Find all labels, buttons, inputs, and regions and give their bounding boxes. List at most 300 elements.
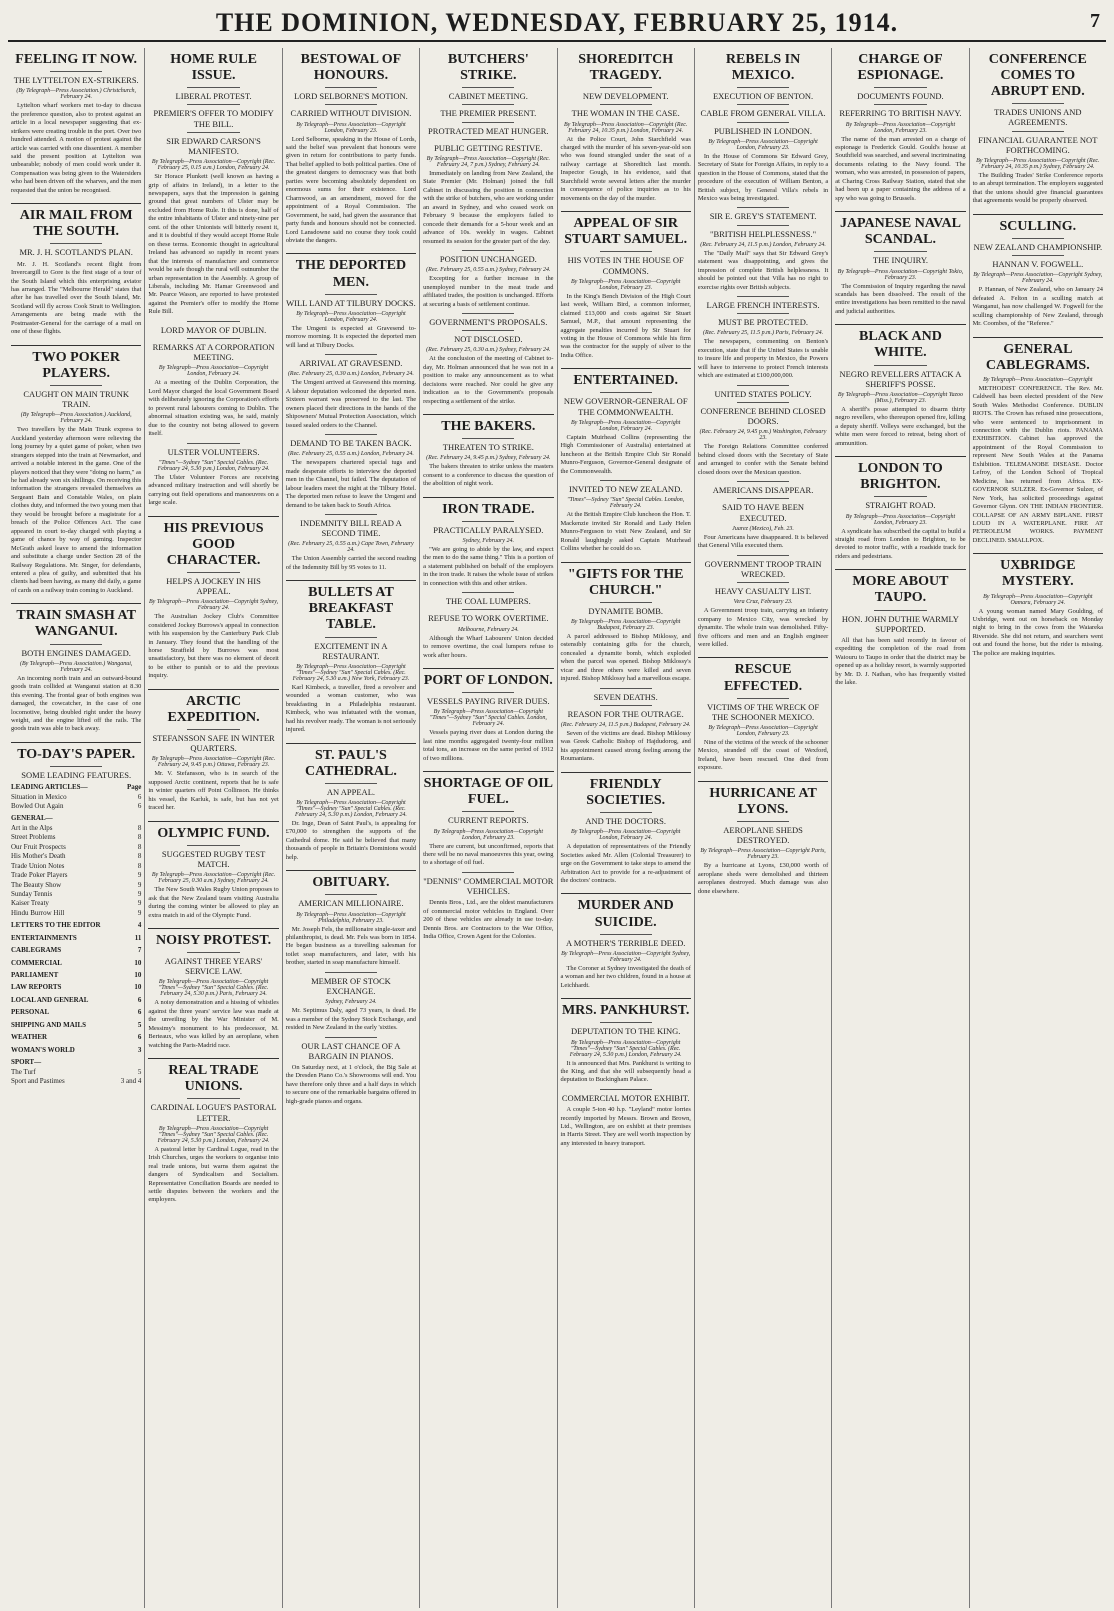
news-column — [970, 48, 1106, 1608]
contents-page: 8 — [137, 842, 142, 851]
article-body: Lord Selborne, speaking in the House of Lords, said the belief was prevalent that honours were given in return for contributions to party funds. That belief applied to both political parties. One of the greatest dangers to democracy was that both parties were becoming absolutely dependent on enormous sums for their existence. Lord Charnwood, as an amendment, moved for the appointment of a Royal Commission. The Government, he said, had given the assurance that party funds and honours should not be connected. Lord Lansdowne said no course they took could obviate the dangers. — [285, 135, 417, 244]
article-dateline: By Telegraph—Press Association—Copyright "Times"—Sydney "Sun" Special Cables. (Rec. February 24, 5.30 p.m.) London, February 24. — [157, 1125, 270, 1144]
contents-row — [11, 971, 141, 980]
article — [423, 771, 553, 868]
article-subheading: AGAINST THREE YEARS' SERVICE LAW. — [148, 952, 278, 976]
contents-label: SPORT— — [11, 1058, 42, 1067]
article — [698, 781, 828, 896]
article-dateline: (Rec. February 25, 0.55 a.m.) Sydney, February 24. — [426, 267, 551, 274]
article — [286, 972, 416, 1033]
article — [835, 456, 965, 561]
article — [11, 52, 141, 195]
contents-page: 9 — [137, 889, 142, 898]
article-body: The Umgeni is expected at Gravesend to-morrow morning. It is expected the deported men will land at Tilbury Docks. — [285, 324, 417, 349]
article-subheading: UNITED STATES POLICY. — [698, 385, 828, 399]
article — [148, 821, 278, 920]
article-body: The newspapers, commenting on Benton's execution, state that if the United States is unable to insure life and property in Mexico, the Powers will have to intervene to protect French interests which are estimated at £100,000,000. — [697, 338, 829, 380]
article — [286, 1037, 416, 1107]
article-dateline: By Telegraph—Press Association—Copyright (Rec. February 25, 0.15 a.m.) London, February 24. — [151, 159, 276, 172]
article-body: Four Americans have disappeared. It is believed that General Villa executed them. — [697, 533, 829, 550]
news-column — [695, 48, 832, 1608]
article-subheading: PUBLISHED IN LONDON. — [698, 122, 828, 136]
news-column — [832, 48, 969, 1608]
news-column — [283, 48, 420, 1608]
article-subheading: HIS VOTES IN THE HOUSE OF COMMONS. — [561, 251, 691, 275]
article-body: The name of the man arrested on a charge of espionage is Frederick Gould. Gould's house at Southfield was searched, and several incriminating documents relating to the Navy found. The woman, who was arrested, in possession of papers, at Charing Cross Railway Station, stated that she had been up a paper containing the address of a spy who was going to Brussels. — [835, 135, 966, 202]
article-headline: REAL TRADE UNIONS. — [148, 1058, 278, 1095]
article-body: A deputation of representatives of the Friendly Societies asked Mr. Allen (Colonial Treasurer) to urge on the Government to take steps to amend the Arbitration Act to provide for a re-adjustment of the doctors' contracts. — [560, 843, 691, 885]
article — [561, 1089, 691, 1148]
article — [11, 603, 141, 734]
contents-row — [11, 1033, 141, 1042]
article-subheading: LORD MAYOR OF DUBLIN. — [148, 321, 278, 335]
article-dateline: (Rec. February 25, 11.5 p.m.) Paris, February 24. — [702, 330, 824, 337]
article-subheading: OUR LAST CHANCE OF A BARGAIN IN PIANOS. — [286, 1037, 416, 1061]
article-subheading: GOVERNMENT'S PROPOSALS. — [423, 313, 553, 327]
article-headline: BESTOWAL OF HONOURS. — [300, 52, 402, 84]
article-body: Vessels paying river dues at London during the last nine months aggregated twenty-four million total tons, an increase on the same period of 1912 of two millions. — [423, 729, 554, 762]
article — [423, 52, 553, 246]
article-body: Sir Horace Plunkett (well known as having a grip of affairs in Ireland), in a letter to the newspapers, says that the impression is gaining ground that great numbers of Ulster may be excluded from Home Rule. It this is done, half of the entire inhabitants of Ulster and ninety-nine per cent. of the other Unionists will bitterly resent it, and it is doubtful if they would accept Home Rule on these terms. Economic thought in agricultural Ireland has advanced so rapidly in recent years that the interests of manufacture and commerce would be safe though the rural will outnumber the urban representation in the Assembly. A group of Liberals, including Mr. Hamar Greenwood and Mr. Pearce Wason, are reported to have protested against the Premier's offer to modify the Home Rule Bill. — [148, 173, 279, 316]
article-headline: HURRICANE AT LYONS. — [698, 781, 828, 818]
article-dateline: By Telegraph—Press Association—Copyright "Times"—Sydney "Sun" Special Cables. London, February 24. — [429, 709, 547, 728]
article — [698, 657, 828, 772]
contents-page: 10 — [134, 958, 142, 967]
contents-row — [11, 783, 141, 792]
contents-page: 4 — [137, 921, 142, 930]
article-subheading: SUGGESTED RUGBY TEST MATCH. — [148, 845, 278, 869]
article-subheading: SIR E. GREY'S STATEMENT. — [698, 207, 828, 221]
article — [11, 345, 141, 596]
article-body: P. Hannan, of New Zealand, who on January 24 defeated A. Felton in a sculling match at Wanganui, has now challenged W. Fogwell for the sculling championship of New Zealand, through Mr. Coombes, of the "Referee." — [972, 286, 1103, 328]
article — [973, 214, 1103, 329]
contents-page: 10 — [134, 983, 142, 992]
article-dateline: By Telegraph—Press Association—Copyright London, February 23. — [708, 724, 818, 737]
article-subheading: PUBLIC GETTING RESTIVE. — [423, 139, 553, 153]
article-subheading: INDEMNITY BILL READ A SECOND TIME. — [286, 514, 416, 538]
article-dateline: (Rec. February 25, 0.30 a.m.) Sydney, February 24. — [426, 347, 551, 354]
contents-label: PERSONAL — [11, 1008, 50, 1017]
article-body: Nine of the victims of the wreck of the schooner Mexico, stranded off the coast of Wexford, Ireland, have been rescued. One died from exposure. — [697, 738, 829, 772]
article-headline: BULLETS AT BREAKFAST TABLE. — [286, 580, 416, 633]
article-body: Mr. J. H. Scotland's recent flight from Invercargill to Gore is the first stage of a tour of the South Island which this enterprising aviator has arranged. The "Melbourne Herald" states that after he has travelled over the South Island, Mr. Scotland will fly across Cook Strait to Wellington. Arrangements are being made with the Postmaster-General for the carriage of a mail on one of these flights. — [11, 260, 142, 336]
article-headline: LONDON TO BRIGHTON. — [835, 456, 965, 493]
article-subheading: THE INQUIRY. — [835, 251, 965, 265]
article-headline: AIR MAIL FROM THE SOUTH. — [11, 203, 141, 240]
article-body: The Commission of Inquiry regarding the naval scandals has been dissolved. The result of the entire investigations has been remitted to the naval and judicial authorities. — [835, 282, 966, 315]
article — [698, 481, 828, 550]
article-headline: ARCTIC EXPEDITION. — [148, 689, 278, 726]
article-subheading: CABLE FROM GENERAL VILLA. — [698, 104, 828, 118]
article-headline: NOISY PROTEST. — [148, 928, 278, 949]
article-subheading: LORD SELBORNE'S MOTION. — [286, 87, 416, 101]
article-subheading: SIR EDWARD CARSON'S MANIFESTO. — [148, 132, 278, 156]
contents-row — [11, 1021, 141, 1030]
article-headline: PORT OF LONDON. — [423, 668, 553, 689]
article-dateline: (By Telegraph—Press Association.) Wanganui, February 24. — [19, 660, 133, 673]
contents-page: 9 — [137, 871, 142, 880]
article — [286, 354, 416, 430]
article — [148, 928, 278, 1050]
article-subheading: ARRIVAL AT GRAVESEND. — [286, 354, 416, 368]
contents-label: CABLEGRAMS — [11, 946, 62, 955]
contents-label: LETTERS TO THE EDITOR — [11, 921, 101, 930]
article-body: It is announced that Mrs. Pankhurst is writing to the King, and that she will subsequently head a deputation to Buckingham Palace. — [560, 1059, 691, 1084]
article-dateline: (Rec. February 25, 0.55 a.m.) Cape Town, February 24. — [288, 541, 414, 554]
article-headline: HIS PREVIOUS GOOD CHARACTER. — [148, 516, 278, 569]
article-subheading: HEAVY CASUALTY LIST. — [698, 582, 828, 596]
article — [561, 52, 691, 203]
contents-row — [11, 934, 141, 943]
article-body: Dennis Bros., Ltd., are the oldest manufacturers of commercial motor vehicles in England. Over 200 of these vehicles are already in use to-day. Dennis Bros. are Contractors to the War Office, India Office, Crown Agent for the Colonies. — [423, 899, 554, 941]
article-body: The Building Trades' Strike Conference reports to an abrupt termination. The employers suggested that the unions should give financial guarantees that agreements would be properly observed. — [972, 172, 1103, 205]
article-headline: GENERAL CABLEGRAMS. — [973, 337, 1103, 374]
article-subheading: NEW GOVERNOR-GENERAL OF THE COMMONWEALTH. — [561, 392, 691, 416]
article — [286, 743, 416, 863]
contents-row — [11, 959, 141, 968]
article-headline: BLACK AND WHITE. — [835, 324, 965, 361]
article-body: The Coroner at Sydney investigated the death of a woman and her two children, found in a house at Leichhardt. — [560, 964, 691, 989]
article-subheading: AMERICAN MILLIONAIRE. — [286, 894, 416, 908]
article-subheading: CAUGHT ON MAIN TRUNK TRAIN. — [11, 385, 141, 409]
article-dateline: By Telegraph—Press Association—Copyright London, February 23. — [570, 278, 681, 291]
article-headline: SHORTAGE OF OIL FUEL. — [423, 771, 553, 808]
contents-page: 8 — [137, 861, 142, 870]
article — [423, 313, 553, 406]
article-body: An incoming north train and an outward-bound goods train collided at Wanganui station at 8.30 this evening. The frontal gear of both engines was damaged, the cowcatcher, in the case of one locomotive, being doubled right under the heavy weight, and the engine lifted off the rails. The goods train was able to back away. — [11, 674, 142, 733]
contents-label: Kaiser Treaty — [11, 899, 49, 908]
article-subheading: WILL LAND AT TILBURY DOCKS. — [286, 294, 416, 308]
contents-label: Hindu Burrow Hill — [11, 908, 65, 917]
article-dateline: By Telegraph—Press Association—Copyright Sydney, February 24. — [149, 599, 279, 612]
contents-row — [11, 899, 141, 908]
article-headline: CONFERENCE COMES TO ABRUPT END. — [988, 52, 1087, 100]
newspaper-title: THE DOMINION, WEDNESDAY, FEBRUARY 25, 1914. — [215, 8, 899, 37]
article — [423, 872, 553, 942]
article-dateline: By Telegraph—Press Association—Copyright Yazoo (Miss.), February 23. — [837, 391, 963, 404]
article — [286, 580, 416, 734]
article — [835, 324, 965, 448]
article-dateline: By Telegraph—Press Association—Copyright Sydney, February 24. — [561, 950, 691, 963]
contents-label: Situation in Mexico — [11, 792, 67, 801]
article-subheading: REFUSE TO WORK OVERTIME. — [423, 609, 553, 623]
article-subheading: STRAIGHT ROAD. — [835, 496, 965, 510]
article-subheading: SOME LEADING FEATURES. — [11, 766, 141, 780]
news-column — [145, 48, 282, 1608]
article — [973, 52, 1103, 206]
article — [148, 52, 278, 317]
article-body: Mr. V. Stefansson, who is in search of the supposed Arctic continent, reports that he is safe in winter quarters off Point Collinson. He thinks his vessel, the Karluk, is safe, but has not yet traced her. — [148, 770, 279, 812]
contents-row — [11, 871, 141, 880]
article-dateline: By Telegraph—Press Association—Copyright London, February 23. — [296, 121, 406, 134]
article-body: Immediately on landing from New Zealand, the State Premier (Mr. Holman) joined the full Cabinet in discussing the position in connection with the strike of butchers, who are working under an award in Sydney, and who ceased work on February 9 because the employers failed to concede their demands for a 5-hour week and an advance of 10s. weekly in wages. Cabinet resumed its session for the greater part of the day. — [423, 169, 554, 245]
contents-label: The Beauty Show — [11, 880, 62, 889]
article-subheading: SEVEN DEATHS. — [561, 688, 691, 702]
page-number: 7 — [1090, 10, 1100, 32]
contents-row — [11, 862, 141, 871]
article-headline: FRIENDLY SOCIETIES. — [561, 772, 691, 809]
article-subheading: CARDINAL LOGUE'S PASTORAL LETTER. — [148, 1098, 278, 1122]
article — [835, 569, 965, 687]
article-headline: THE BAKERS. — [423, 414, 553, 435]
article-body: The New South Wales Rugby Union proposes to ask that the New Zealand team visiting Australia during the coming winter be allowed to play an extra match in aid of the Olympic Fund. — [148, 886, 279, 919]
article — [286, 434, 416, 510]
article-dateline: By Telegraph—Press Association—Copyright (Rec. February 24, 10.35 p.m.) London, February 24. — [563, 121, 688, 134]
contents-row — [11, 881, 141, 890]
article-headline: BUTCHERS' STRIKE. — [447, 52, 529, 84]
article — [561, 998, 691, 1085]
contents-label: Trade Union Notes — [11, 861, 65, 870]
article-body: A parcel addressed to Bishop Miklossy, and ostensibly containing gifts for the church, concealed a dynamite bomb, which exploded when the parcel was opened. Bishop Miklossy's vicar and three others were killed and seven injured. Bishop Miklossy had a marvellous escape. — [560, 632, 691, 683]
article-body: Dr. Inge, Dean of Saint Paul's, is appealing for £70,000 to strengthen the supports of the Cathedral dome. He said he believed that many thousands of people in Britain's Dominions would help. — [285, 820, 417, 861]
article-subheading: AMERICANS DISAPPEAR. — [698, 481, 828, 495]
article-subheading: MUST BE PROTECTED. — [698, 313, 828, 327]
article-subheading: PREMIER'S OFFER TO MODIFY THE BILL. — [148, 104, 278, 128]
article — [698, 385, 828, 477]
contents-row — [11, 909, 141, 918]
article-body: Mr. Septimus Daly, aged 73 years, is dead. He was a member of the Sydney Stock Exchange, and resided in New Zealand in the early 'sixties. — [285, 1007, 417, 1032]
contents-label: The Turf — [11, 1067, 36, 1076]
article-headline: RESCUE EFFECTED. — [698, 657, 828, 694]
contents-label: LEADING ARTICLES— — [11, 783, 88, 792]
article — [698, 296, 828, 381]
article-subheading: NEW DEVELOPMENT. — [561, 87, 691, 101]
contents-page: 5 — [137, 1067, 142, 1076]
article-body: A syndicate has subscribed the capital to build a straight road from London to Brighton, to be devoted to motor traffic, with a roadside track for riders and pedestrians. — [835, 527, 966, 560]
contents-page: 11 — [134, 933, 142, 942]
article-body: At the British Empire Club luncheon the Hon. T. Mackenzie invited Sir Ronald and Lady Helen Munro-Ferguson to visit New Zealand, and Sir Ronald laughingly asked Captain Muirhead Collins whether he could do so. — [560, 511, 691, 553]
contents-label: LAW REPORTS — [11, 983, 62, 992]
article-subheading: NEW ZEALAND CHAMPIONSHIP. — [973, 238, 1103, 252]
article-dateline: Sydney, February 24. — [462, 538, 514, 545]
contents-page: Page — [126, 783, 142, 792]
article-dateline: By Telegraph—Press Association—Copyright "Times"—Sydney "Sun" Special Cables. (Rec. February 24, 5.30 a.m.) New York, February 23. — [292, 663, 410, 682]
article — [148, 689, 278, 813]
article — [561, 688, 691, 764]
article-subheading: AEROPLANE SHEDS DESTROYED. — [698, 821, 828, 845]
contents-row — [11, 1058, 141, 1067]
contents-page: 6 — [137, 792, 142, 801]
article-subheading: "BRITISH HELPLESSNESS." — [698, 225, 828, 239]
article-dateline: Vera Cruz, February 23. — [733, 599, 793, 606]
article-dateline: By Telegraph—Press Association—Copyright Oamaru, February 24. — [983, 593, 1093, 606]
article — [423, 250, 553, 309]
article-body: A noisy demonstration and a hissing of whistles against the three years' service law was made at the unveiling by the War Minister of M. Messimy's monument to his predecessor, M. Berteaux, who was killed by an aeroplane, when watching the Paris-Madrid race. — [148, 999, 279, 1049]
article — [561, 211, 691, 360]
article-subheading: NEGRO REVELLERS ATTACK A SHERIFF'S POSSE. — [835, 365, 965, 389]
contents-label: SHIPPING AND MAILS — [11, 1020, 87, 1029]
article-subheading: TRADES UNIONS AND AGREEMENTS. — [973, 103, 1103, 127]
article-body: The bakers threaten to strike unless the masters consent to a conference to discuss the question of the abolition of night work. — [423, 463, 554, 488]
article — [835, 211, 965, 316]
article-subheading: REASON FOR THE OUTRAGE. — [561, 705, 691, 719]
article-dateline: (Rec. February 24, 11.5 p.m.) London, February 24. — [700, 241, 826, 248]
article-subheading: THE WOMAN IN THE CASE. — [561, 104, 691, 118]
article-subheading: STEFANSSON SAFE IN WINTER QUARTERS. — [148, 729, 278, 753]
contents-label: GENERAL— — [11, 814, 53, 823]
article-subheading: MEMBER OF STOCK EXCHANGE. — [286, 972, 416, 996]
article-headline: OBITUARY. — [286, 870, 416, 891]
article-subheading: INVITED TO NEW ZEALAND. — [561, 480, 691, 494]
article-dateline: By Telegraph—Press Association—Copyright (Rec. February 24, 9.45 p.m.) Ottawa, February 23. — [151, 756, 276, 769]
article-subheading: CARRIED WITHOUT DIVISION. — [286, 104, 416, 118]
article-dateline: By Telegraph—Press Association—Copyright London, February 23. — [433, 828, 544, 841]
news-column — [558, 48, 695, 1608]
contents-label: COMMERCIAL — [11, 958, 62, 967]
contents-page: 6 — [137, 1008, 142, 1017]
article-dateline: By Telegraph—Press Association—Copyright Tokio, February 23. — [837, 268, 964, 281]
contents-label: ENTERTAINMENTS — [11, 933, 77, 942]
article-body: Mr. Joseph Fels, the millionaire single-taxer and philanthropist, is dead. Mr. Fels was born in 1854. He began business as a travelling salesman for toilet soap manufacturers, and later, with his brother, started in soap manufacture himself. — [285, 925, 417, 967]
article-body: A pastoral letter by Cardinal Logue, read in the Irish Churches, urges the workers to organise into real trade unions, but warns them against the dangers of Syndicalism and Socialism. Representative Conciliation Boards are needed to settle disputes between the workers and the employers. — [148, 1145, 279, 1204]
article-body: Although the Wharf Labourers' Union decided to remove overtime, the coal lumpers refuse to work after hours. — [423, 634, 554, 659]
article-headline: IRON TRADE. — [423, 497, 553, 518]
article-dateline: By Telegraph—Press Association—Copyright London, February 23. — [708, 138, 818, 151]
contents-page: 6 — [137, 802, 142, 811]
masthead — [8, 6, 1106, 42]
contents-label: WEATHER — [11, 1033, 48, 1042]
article-subheading: VICTIMS OF THE WRECK OF THE SCHOONER MEXICO. — [698, 698, 828, 722]
article — [423, 497, 553, 589]
news-column — [420, 48, 557, 1608]
article-dateline: (Rec. February 25, 0.30 a.m.) London, February 24. — [287, 371, 414, 378]
article — [561, 368, 691, 476]
contents-row — [11, 890, 141, 899]
article-headline: TWO POKER PLAYERS. — [11, 345, 141, 382]
article — [423, 592, 553, 660]
article-headline: "GIFTS FOR THE CHURCH." — [561, 562, 691, 599]
article-subheading: SAID TO HAVE BEEN EXECUTED. — [698, 498, 828, 522]
contents-page — [137, 1058, 141, 1067]
article-body: The newspapers chartered special tugs and made desperate efforts to interview the deported men in the Channel, but failed. The deputation of labour leaders meet the night at the Tilbury Hotel. The deported men refuse to leave the Umgeni and demand to be taken back to South Africa. — [285, 459, 417, 509]
contents-page: 7 — [137, 946, 142, 955]
article-headline: MORE ABOUT TAUPO. — [835, 569, 965, 606]
article — [423, 668, 553, 763]
article — [286, 52, 416, 245]
contents-row — [11, 1077, 141, 1086]
contents-row — [11, 1046, 141, 1055]
article-body: By a hurricane at Lyons, £30,000 worth of aeroplane sheds were demolished and thirteen aeroplanes destroyed. Much damage was also done elsewhere. — [697, 862, 829, 895]
article-subheading: EXECUTION OF BENTON. — [698, 87, 828, 101]
contents-row — [11, 946, 141, 955]
article-headline: ENTERTAINED. — [561, 368, 691, 389]
article-body: The "Daily Mail" says that Sir Edward Grey's statement was disappointing, and gives the impression of complete British helplessness. It should be pointed out that Villa has no right to exercise rights over British subjects. — [697, 249, 829, 291]
contents-label: Street Problems — [11, 833, 56, 842]
contents-row — [11, 921, 141, 930]
article-body: The Umgeni arrived at Gravesend this morning. A labour deputation welcomed the deported men. Sixteen warrant was preserved to the last. The owners placed their directions in the hands of the Shipowners' Mutual Protection Association, which issued sealed orders to the Channel. — [285, 379, 417, 429]
article-subheading: A MOTHER'S TERRIBLE DEED. — [561, 934, 691, 948]
article-subheading: HELPS A JOCKEY IN HIS APPEAL. — [148, 572, 278, 596]
article-dateline: By Telegraph—Press Association—Copyright (Rec. February 24, 10.35 p.m.) Sydney, February 24. — [976, 158, 1100, 171]
article-headline: SCULLING. — [973, 214, 1103, 235]
article-dateline: By Telegraph—Press Association—Copyright "Times"—Sydney "Sun" Special Cables. (Rec. February 24, 5.30 p.m.) London, February 24. — [569, 1039, 682, 1058]
contents-list — [11, 783, 141, 1086]
contents-label: PARLIAMENT — [11, 971, 59, 980]
article-headline: HOME RULE ISSUE. — [170, 52, 257, 84]
article-headline: JAPANESE NAVAL SCANDAL. — [835, 211, 965, 248]
article-body: The Foreign Relations Committee conferred behind closed doors with the Secretary of State and arranged to confer with the Senate behind closed doors over the Mexican question. — [697, 443, 829, 476]
article — [148, 1058, 278, 1205]
article-dateline: (Rec. February 24, 11.5 p.m.) Budapest, February 24. — [560, 722, 691, 729]
article — [973, 553, 1103, 658]
contents-page: 8 — [137, 823, 142, 832]
article — [11, 203, 141, 336]
article — [148, 321, 278, 439]
article — [423, 414, 553, 489]
contents-row — [11, 983, 141, 992]
contents-label: Sunday Tennis — [11, 889, 53, 898]
article-dateline: (Rec. February 24, 9.45 p.m.) Sydney, February 24. — [426, 455, 551, 462]
article-subheading: AND THE DOCTORS. — [561, 812, 691, 826]
article-subheading: THE PREMIER PRESENT. — [423, 104, 553, 118]
contents-row — [11, 833, 141, 842]
article-subheading: DEMAND TO BE TAKEN BACK. — [286, 434, 416, 448]
article — [973, 337, 1103, 546]
contents-page: 8 — [137, 833, 142, 842]
article-body: At a meeting of the Dublin Corporation, the Lord Mayor charged the local Government Board with deliberately ignoring the Corporation's efforts to prevent rural labourers coming to Dublin. The abnormal situation existing was, he said, mainly due to the country not being allowed to govern itself. — [148, 379, 279, 438]
contents-row — [11, 824, 141, 833]
article-body: "We are going to abide by the law, and expect the men to do the same thing." This is a portion of a statement published on behalf of the employers in the iron trade. It raises the whole issue of strikes in connection with this and other strikes. — [423, 546, 554, 587]
article-body: The Australian Jockey Club's Committee considered Jockey Burrows's appeal in connection with his suspension by the Canterbury Park Club in January. They found that the handling of the horse Stratfield by Burrows was most unsatisfactory, but there was no element of deceit to be either to punish or to aid the previous inquiry. — [148, 613, 279, 680]
article-headline: REBELS IN MEXICO. — [725, 52, 801, 84]
article-subheading: REMARKS AT A CORPORATION MEETING. — [148, 338, 278, 362]
contents-page: 9 — [137, 908, 142, 917]
article-subheading: MR. J. H. SCOTLAND'S PLAN. — [11, 243, 141, 257]
contents-page: 9 — [137, 880, 142, 889]
article-headline: FEELING IT NOW. — [15, 52, 138, 67]
article-body: The Ulster Volunteer Forces are receiving advanced military instruction and will shortly be carrying out field operations and manoeuvres on a large scale. — [148, 473, 279, 507]
contents-row — [11, 852, 141, 861]
article-headline: TRAIN SMASH AT WANGANUI. — [11, 603, 141, 640]
contents-page: 9 — [137, 899, 142, 908]
article-body: Karl Kimbeck, a traveller, fired a revolver and wounded a woman customer, who was breakfasting in a Philadelphia restaurant. Kimbeck, who was infatuated with the woman, had his revolver ready. The woman is not seriously injured. — [285, 683, 417, 734]
article-dateline: (Rec. February 24, 9.45 p.m.) Washington, February 23. — [699, 429, 827, 442]
article-dateline: By Telegraph—Press Association—Copyright London, February 24. — [570, 419, 681, 432]
article-subheading: ULSTER VOLUNTEERS. — [148, 443, 278, 457]
article-subheading: PROTRACTED MEAT HUNGER. — [423, 122, 553, 136]
article — [561, 562, 691, 684]
contents-page: 8 — [137, 852, 142, 861]
article-subheading: GOVERNMENT TROOP TRAIN WRECKED. — [698, 555, 828, 579]
article-dateline: By Telegraph—Press Association—Copyright "Times"—Sydney "Sun" Special Cables. (Rec. February 24, 5.30 p.m.) Paris, February 24. — [158, 979, 269, 998]
article-subheading: HANNAN V. FOGWELL. — [973, 255, 1103, 269]
contents-label: Bowled Out Again — [11, 802, 64, 811]
article-subheading: PRACTICALLY PARALYSED. — [423, 521, 553, 535]
article-dateline: By Telegraph—Press Association—Copyright "Times"—Sydney "Sun" Special Cables. (Rec. February 24, 5.30 p.m.) London, February 24. — [294, 800, 407, 819]
article — [835, 52, 965, 203]
article-dateline: By Telegraph—Press Association—Copyright London, February 23. — [845, 513, 956, 526]
article-dateline: By Telegraph—Press Association—Copyright London, February 24. — [296, 310, 406, 323]
article-body: A couple 5-ton 40 h.p. "Leyland" motor lorries recently imported by Messrs. Brown and Brown, Ltd., Wellington, are on exhibit at their premises in Harris Street. They are well worth inspection by any interested in heavy transport. — [560, 1106, 691, 1147]
article-dateline: By Telegraph—Press Association—Copyright (Rec. February 24, 7 p.m.) Sydney, February 24. — [426, 155, 551, 168]
article-body: Captain Muirhead Collins (representing the High Commissioner of Australia) entertained at luncheon at the British Empire Club Sir Ronald Munro-Ferguson, Governor-General designate of the Commonwealth. — [560, 433, 691, 475]
article — [286, 870, 416, 968]
article-subheading: LIBERAL PROTEST. — [148, 87, 278, 101]
contents-page: 5 — [137, 1020, 142, 1029]
article-subheading: AN APPEAL. — [286, 783, 416, 797]
article-subheading: VESSELS PAYING RIVER DUES. — [423, 692, 553, 706]
article-body: METHODIST CONFERENCE. The Rev. Mr. Caldwell has been elected president of the New South Wales Methodist Conference. DUBLIN RIOTS. The Crown has refused nine prosecutions, who were sentenced to imprisonment in connection with the Dublin riots. PANAMA EXHIBITION. Cabinet has approved the appointment of the Royal Commission to represent New South Wales at the Panama Exhibition. TELEMANOBE DISEASE. Doctor Lefroy, of the London School of Tropical Medicine, has returned from Africa. EX-GOVERNOR SULZER. Ex-Governor Sulzer, of New York, has solicited proceedings against Governor Glynn. ON THE INDIAN FRONTIER. COLLAPSE OF AN ARMY BIPLANE. FIRST LOUD IN A WATERPLANE. FIRE AT PETROLEUM WORKS. PAYMENT DECLINED. SMALLPOX. — [972, 384, 1103, 544]
article — [148, 443, 278, 508]
article — [286, 514, 416, 572]
contents-row — [11, 793, 141, 802]
article-subheading: DOCUMENTS FOUND. — [835, 87, 965, 101]
article-body: Excepting for a further increase in the unemployed number in the meat trade and affiliated trades, the position is unchanged. Efforts at securing a basis of settlement continue. — [423, 275, 554, 308]
article-dateline: (By Telegraph—Press Association.) Christchurch, February 24. — [16, 88, 137, 101]
article-subheading: CABINET MEETING. — [423, 87, 553, 101]
contents-page: 3 and 4 — [120, 1076, 142, 1085]
contents-row — [11, 1008, 141, 1017]
